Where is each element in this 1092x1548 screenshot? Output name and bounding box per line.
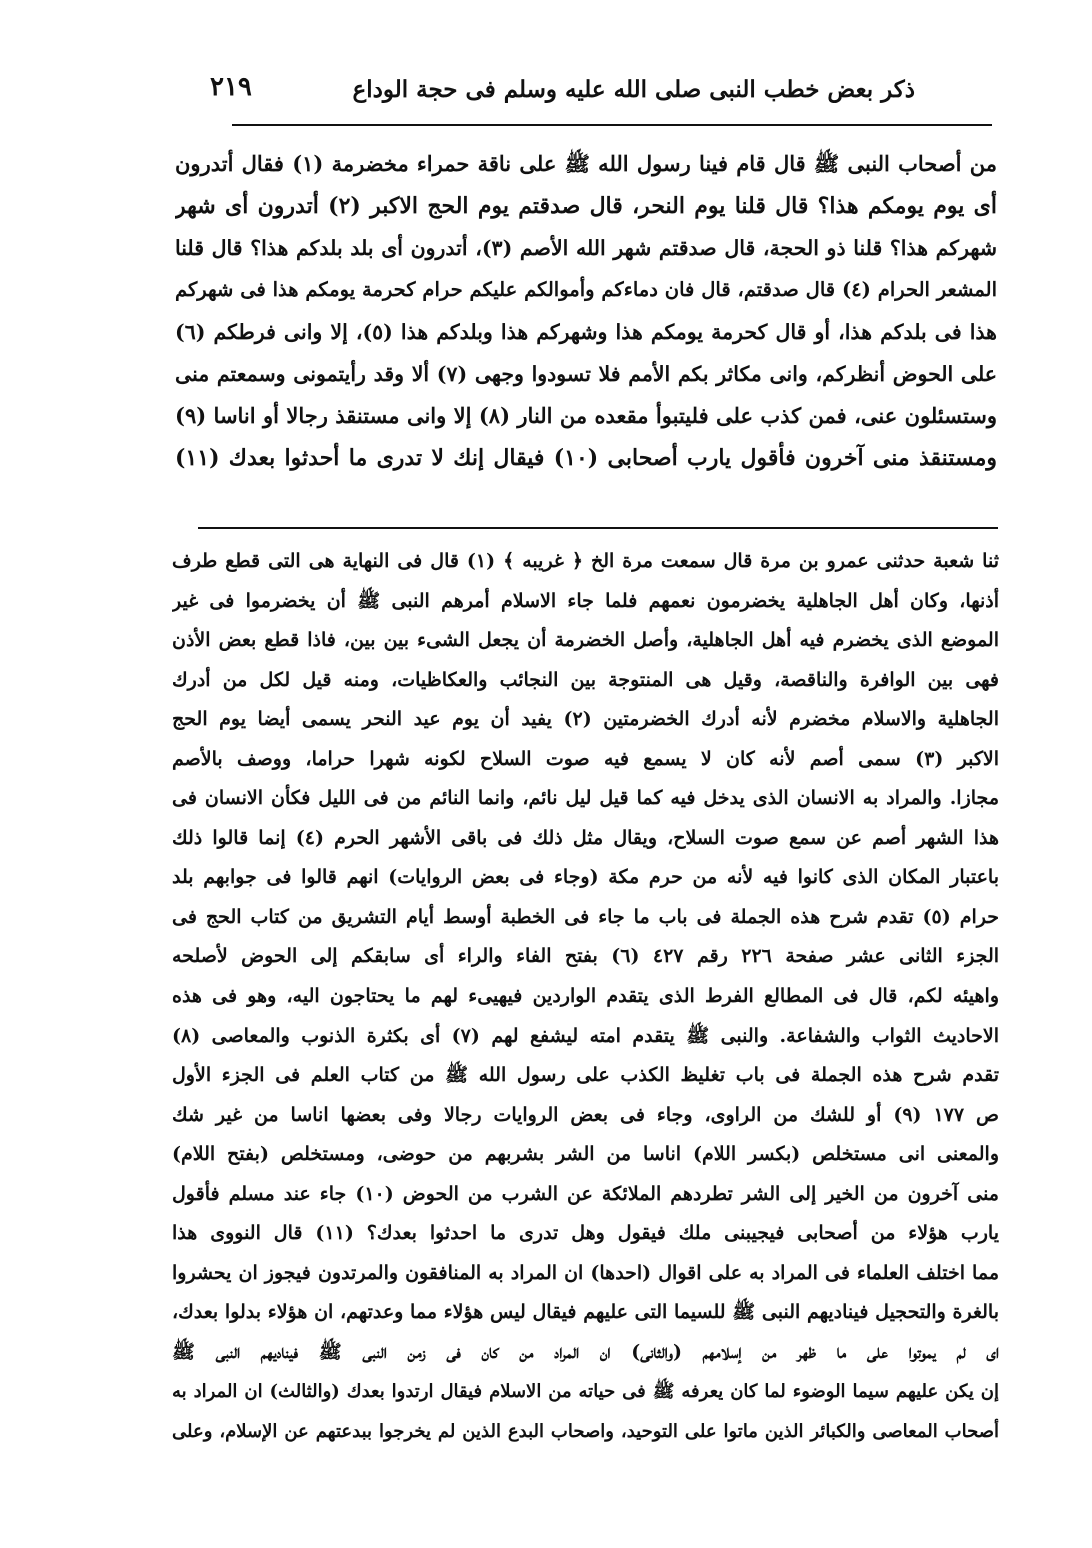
text-line: هذا فى بلدكم هذا، أو قال كحرمة يومكم هذا وشهركم هذا وبلدكم هذا (٥)، إلا وانى فرطكم (٦)	[175, 320, 997, 344]
footnote-line: هذا الشهر أصم عن سمع صوت السلاح، ويقال مثل ذلك فى باقى الأشهر الحرم (٤) إنما قالوا ذلك	[172, 826, 999, 849]
text-line: شهركم هذا؟ قلنا ذو الحجة، قال صدقتم شهر الله الأصم (٣)، أتدرون أى بلد بلدكم هذا؟ قال قلنا	[175, 236, 997, 260]
header-rule	[232, 124, 992, 126]
hadith-text	[175, 143, 997, 479]
chapter-title: ذكر بعض خطب النبى صلى الله عليه وسلم فى حجة الوداع	[352, 76, 915, 103]
footnote-line: باعتبار المكان الذى كانوا فيه لأنه من حرم مكة (وجاء فى بعض الروايات) انهم قالوا فى جوابهم بلد	[172, 866, 999, 889]
footnote-line: الاكبر (٣) سمى أصم لأنه كان لا يسمع فيه صوت السلاح لكونه شهرا حراما، ووصف بالأصم	[172, 747, 999, 770]
footnote-line: الجاهلية والاسلام مخضرم لأنه أدرك الخضرمتين (٢) يفيد أن يوم عيد النحر يسمى أيضا يوم الحج	[172, 708, 999, 731]
text-line: من أصحاب النبى ﷺ قال قام فينا رسول الله ﷺ على ناقة حمراء مخضرمة (١) فقال أتدرون	[175, 151, 997, 176]
footnote-line: أذنها، وكان أهل الجاهلية يخضرمون نعمهم فلما جاء الاسلام أمرهم النبى ﷺ أن يخضرموا فى غير	[172, 589, 999, 612]
footnote-line: الموضع الذى يخضرم فيه أهل الجاهلية، وأصل الخضرمة أن يجعل الشىء بين بين، فاذا قطع بعض الأذن	[172, 629, 999, 652]
text-line: أى يوم يومكم هذا؟ قال قلنا يوم النحر، قال صدقتم يوم الحج الاكبر (٢) أتدرون أى شهر	[175, 193, 997, 219]
footnote-line: والمعنى انى مستخلص (بكسر اللام) اناسا من الشر بشربهم من حوضى، ومستخلص (بفتح اللام)	[172, 1143, 999, 1166]
footnote-line: ثنا شعبة حدثنى عمرو بن مرة قال سمعت مرة الخ ﴿ غريبه ﴾ (١) قال فى النهاية هى التى قطع طرف	[172, 550, 999, 572]
footnote-line: حرام (٥) تقدم شرح هذه الجملة فى باب ما جاء فى الخطبة أوسط أيام التشريق من كتاب الحج فى	[172, 905, 999, 928]
footnote-line: يارب هؤلاء من أصحابى فيجيبنى ملك فيقول وهل تدرى ما احدثوا بعدك؟ (١١) قال النووى هذا	[172, 1222, 999, 1245]
footnote-line: أصحاب المعاصى والكبائر الذين ماتوا على التوحيد، واصحاب البدع الذين لم يخرجوا ببدعتهم عن الإسلام، وعلى	[172, 1421, 999, 1443]
footnote-line: بالغرة والتحجيل فيناديهم النبى ﷺ للسيما التى عليهم فيقال ليس هؤلاء مما وعدتهم، ان هؤلاء بدلوا بعدك،	[172, 1301, 999, 1324]
footnote-line: منى آخرون من الخير إلى الشر تطردهم الملائكة عن الشرب من الحوض (١٠) جاء عند مسلم فأقول	[172, 1182, 999, 1205]
text-line: على الحوض أنظركم، وانى مكاثر بكم الأمم فلا تسودوا وجهى (٧) ألا وقد رأيتمونى وسمعتم منى	[175, 362, 997, 386]
footnote-line: الاحاديث الثواب والشفاعة. والنبى ﷺ يتقدم امته ليشفع لهم (٧) أى بكثرة الذنوب والمعاصى (٨)	[172, 1024, 999, 1047]
text-line: المشعر الحرام (٤) قال صدقتم، قال فان دماءكم وأموالكم عليكم حرام كحرمة يومكم هذا فى شهركم	[175, 278, 997, 301]
footnote-rule	[198, 527, 998, 529]
text-line: ومستنقذ منى آخرون فأقول يارب أصحابى (١٠) فيقال إنك لا تدرى ما أحدثوا بعدك (١١)	[175, 445, 997, 471]
footnote-line: الجزء الثانى عشر صفحة ٢٢٦ رقم ٤٢٧ (٦) بفتح الفاء والراء أى سابقكم إلى الحوض لأصلحه	[172, 945, 999, 968]
footnote-line: واهيئه لكم، قال فى المطالع الفرط الذى يتقدم الواردين فيهيىء لهم ما يحتاجون اليه، وهو فى هذه	[172, 985, 999, 1008]
page-number: ٢١٩	[210, 72, 252, 102]
footnotes	[172, 542, 999, 1452]
text-line: وستسئلون عنى، فمن كذب على فليتبوأ مقعده من النار (٨) إلا وانى مستنقذ رجالا أو اناسا (٩)	[175, 403, 997, 428]
footnote-line: فهى بين الوافرة والناقصة، وقيل هى المنتوجة بين النجائب والعكاظيات، ومنه قيل لكل من أدرك	[172, 668, 999, 691]
running-head	[190, 72, 915, 116]
footnote-line: تقدم شرح هذه الجملة فى باب تغليظ الكذب على رسول الله ﷺ من كتاب العلم فى الجزء الأول	[172, 1064, 999, 1087]
footnote-line: إن يكن عليهم سيما الوضوء لما كان يعرفه ﷺ فى حياته من الاسلام فيقال ارتدوا بعدك (والثالث) ان المراد به	[172, 1381, 999, 1403]
footnote-line: مما اختلف العلماء فى المراد به على اقوال (احدها) ان المراد به المنافقون والمرتدون فيجوز ان يحشروا	[172, 1261, 999, 1284]
footnote-line: مجازا. والمراد به الانسان الذى يدخل فيه كما قيل ليل نائم، وانما النائم من فى الليل فكأن الانسان فى	[172, 787, 999, 810]
footnote-line: ص ١٧٧ (٩) أو للشك من الراوى، وجاء فى بعض الروايات رجالا وفى بعضها اناسا من غير شك	[172, 1103, 999, 1126]
footnote-line: اى لم يموتوا على ما ظهر من إسلامهم (والثانى) ان المراد من كان فى زمن النبى ﷺ فيناديهم النبى ﷺ	[172, 1340, 999, 1363]
